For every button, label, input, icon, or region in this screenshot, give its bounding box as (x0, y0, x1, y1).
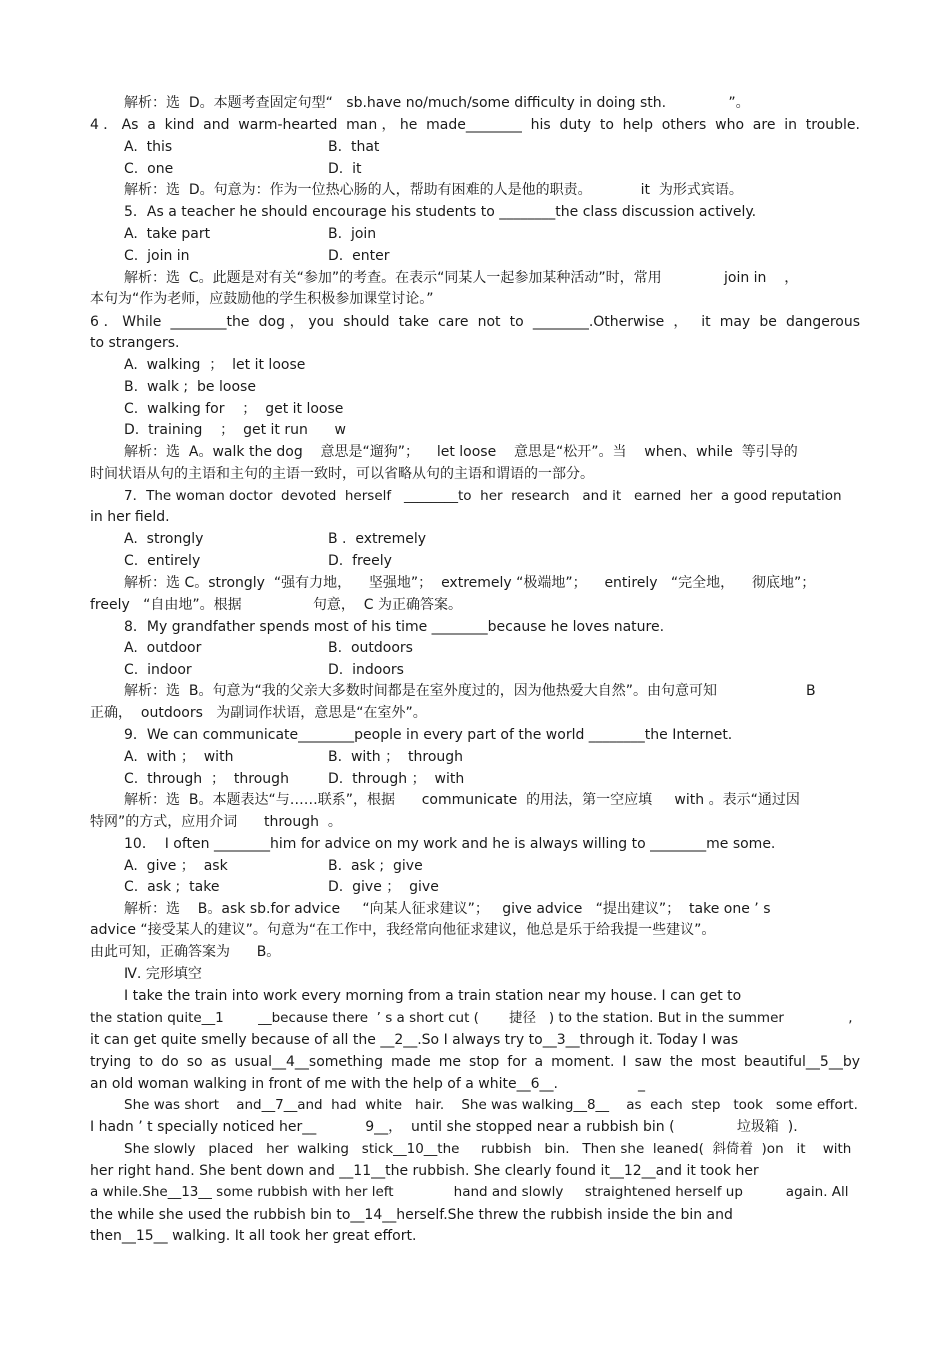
option-d: D. enter (328, 248, 390, 264)
passage-line: She was short and__7__and had white hair. She was walking__8__ as each step took some effort. (124, 1097, 858, 1113)
passage-line: her right hand. She bent down and __11__the rubbish. She clearly found it__12__and it took her (90, 1163, 759, 1179)
option-d: D. through ； with (328, 771, 465, 787)
analysis-q6-cont: 时间状语从句的主语和主句的主语一致时，可以省略从句的主语和谓语的一部分。 (90, 466, 594, 482)
question-6: 6．While ________the dog，you should take care not to ________.Otherwise ， it may be dangerous (90, 314, 860, 330)
passage-line: the while she used the rubbish bin to__14__herself.She threw the rubbish inside the bin and (90, 1207, 733, 1223)
passage-line: a while.She__13__ some rubbish with her left hand and slowly straightened herself up again. All (90, 1184, 849, 1200)
option-b: B. ask ; give (328, 858, 423, 874)
option-c: C. walking for ； get it loose (124, 401, 344, 417)
section-heading-cloze: Ⅳ. 完形填空 (124, 966, 202, 982)
question-7-cont: in her field. (90, 509, 170, 525)
question-4: 4．As a kind and warm-hearted man，he made________ his duty to help others who are in trouble. (90, 117, 860, 133)
option-a: A. strongly (124, 531, 204, 547)
option-b: B. that (328, 139, 380, 155)
analysis-q10-conclusion: 由此可知，正确答案为 B。 (90, 944, 281, 960)
option-b: B. walk ; be loose (124, 379, 256, 395)
passage-line: it can get quite smelly because of all the __2__.So I always try to__3__through it. Today I was (90, 1032, 739, 1048)
passage-line: I take the train into work every morning from a train station near my house. I can get to (124, 988, 742, 1004)
option-a: A. give ； ask (124, 858, 228, 874)
analysis-q7: 解析：选 C。strongly “强有力地， 坚强地”； extremely “极端地”； entirely “完全地， 彻底地”； (124, 575, 816, 591)
option-a: A. outdoor (124, 640, 202, 656)
analysis-q8: 解析：选 B。句意为“我的父亲大多数时间都是在室外度过的，因为他热爱大自然”。由句意可知 B (124, 683, 816, 699)
option-b: B . extremely (328, 531, 427, 547)
option-c: C. one (124, 161, 174, 177)
analysis-q10-cont: advice “接受某人的建议”。句意为“在工作中，我经常向他征求建议，他总是乐于给我提一些建议”。 (90, 922, 716, 938)
question-5: 5．As a teacher he should encourage his students to ________the class discussion actively. (124, 204, 757, 220)
option-a: A. this (124, 139, 173, 155)
analysis-q5-cont: 本句为“作为老师，应鼓励他的学生积极参加课堂讨论。” (90, 291, 434, 307)
option-d: D. freely (328, 553, 392, 569)
passage-line: I hadn ’ t specially noticed her__ 9__， until she stopped near a rubbish bin ( 垃圾箱 ). (90, 1119, 798, 1135)
passage-line: an old woman walking in front of me with the help of a white__6__. _ (90, 1076, 646, 1092)
passage-line: trying to do so as usual__4__something made me stop for a moment. I saw the most beautiful__5__by (90, 1054, 860, 1070)
option-a: A. take part (124, 226, 211, 242)
option-a: A. with ； with (124, 749, 234, 765)
analysis-q10: 解析：选 B。ask sb.for advice “向某人征求建议”； give advice “提出建议”； take one ’ s (124, 901, 771, 917)
analysis-q6: 解析：选 A。walk the dog 意思是“遛狗”； let loose 意思是“松开”。当 when、while 等引导的 (124, 444, 798, 460)
option-b: B. join (328, 226, 377, 242)
option-d: D. give ； give (328, 879, 439, 895)
passage-line: She slowly placed her walking stick__10__the rubbish bin. Then she leaned( 斜倚着 )on it with (124, 1141, 852, 1157)
analysis-q8-cont: 正确， outdoors 为副词作状语，意思是“在室外”。 (90, 705, 427, 721)
question-10: 10． I often ________him for advice on my work and he is always willing to ________me some. (124, 836, 776, 852)
option-b: B. outdoors (328, 640, 413, 656)
question-7: 7．The woman doctor devoted herself ________to her research and it earned her a good reputation (124, 488, 842, 504)
analysis-q7-cont: freely “自由地”。根据 句意， C 为正确答案。 (90, 597, 462, 613)
passage-line: then__15__ walking. It all took her great effort. (90, 1228, 417, 1244)
option-a: A. walking ； let it loose (124, 357, 306, 373)
option-c: C. entirely (124, 553, 201, 569)
question-8: 8．My grandfather spends most of his time ________because he loves nature. (124, 619, 665, 635)
option-d: D. indoors (328, 662, 404, 678)
analysis-q9: 解析：选 B。本题表达“与……联系”，根据 communicate 的用法，第一空应填 with 。表示“通过因 (124, 792, 800, 808)
analysis-q9-cont: 特网”的方式，应用介词 through 。 (90, 814, 342, 830)
option-c: C. join in (124, 248, 190, 264)
option-c: C. through ； through (124, 771, 289, 787)
analysis-q3: 解析：选 D。本题考查固定句型“ sb.have no/much/some difficulty in doing sth. ”。 (124, 95, 750, 111)
analysis-q5: 解析：选 C。此题是对有关“参加”的考查。在表示“同某人一起参加某种活动”时，常用 join in ， (124, 270, 799, 286)
option-c: C. indoor (124, 662, 192, 678)
option-d: D. it (328, 161, 362, 177)
option-c: C. ask ; take (124, 879, 220, 895)
option-d: D. training ； get it run w (124, 422, 346, 438)
question-9: 9．We can communicate________people in every part of the world ________the Internet. (124, 727, 733, 743)
analysis-q4: 解析：选 D。句意为：作为一位热心肠的人，帮助有困难的人是他的职责。 it 为形式宾语。 (124, 182, 743, 198)
option-b: B. with ； through (328, 749, 464, 765)
passage-line: the station quite__1 __because there ’ s a short cut ( 捷径 ) to the station. But in the summer , (90, 1010, 853, 1026)
question-6-cont: to strangers. (90, 335, 180, 351)
